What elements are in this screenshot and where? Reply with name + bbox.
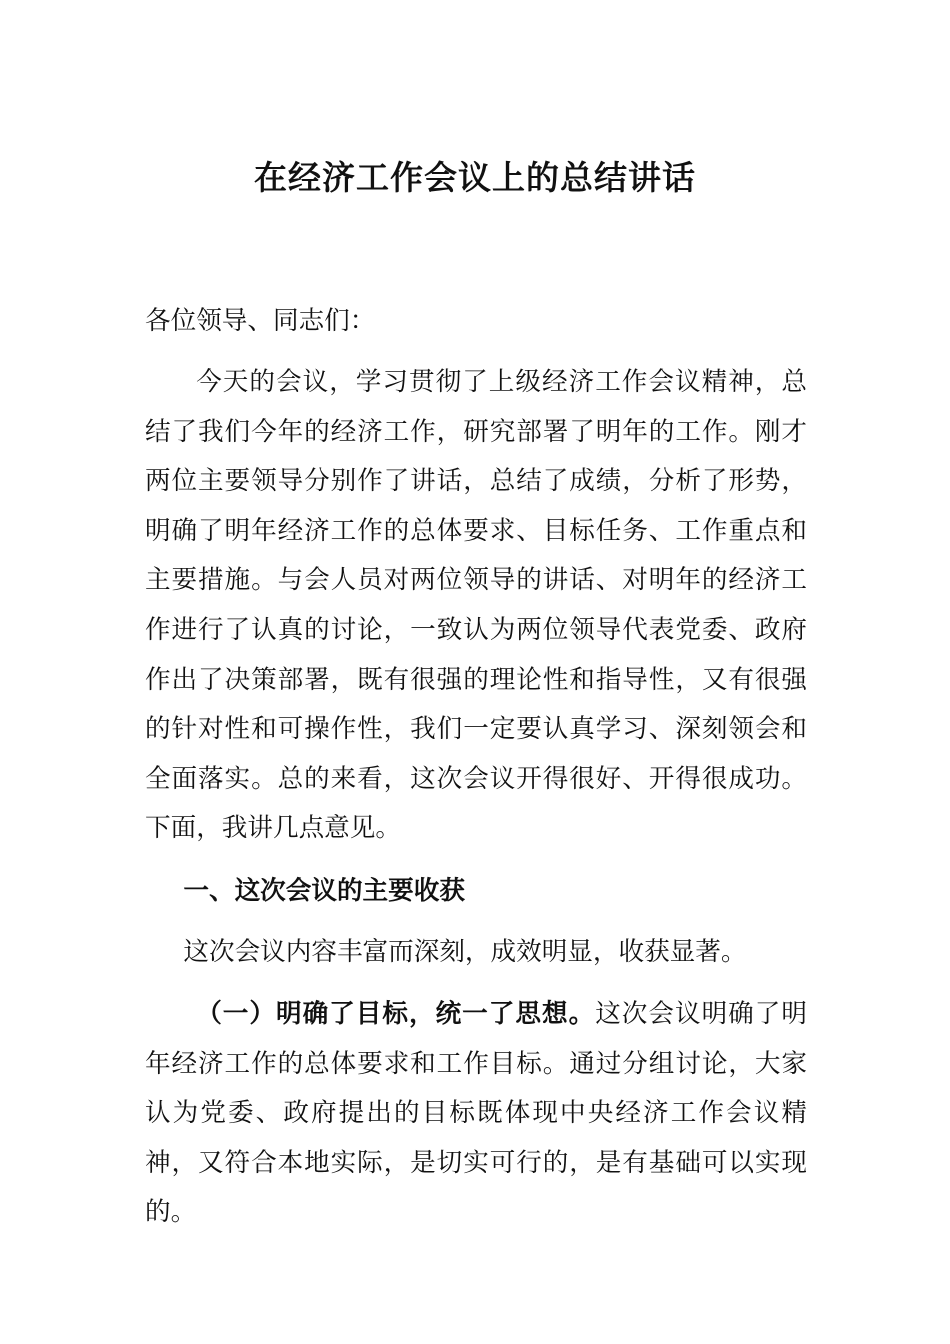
document-title: 在经济工作会议上的总结讲话 [254,158,696,197]
paragraph-goals-body: 这次会议明确了明年经济工作的总体要求和工作目标。通过分组讨论，大家认为党委、政府提出的目标既体现中央经济工作会议精神，又符合本地实际，是切实可行的，是有基础可以实现的。 [145,999,807,1228]
paragraph-summary: 这次会议内容丰富而深刻，成效明显，收获显著。 [183,937,747,967]
paragraph-intro: 今天的会议，学习贯彻了上级经济工作会议精神，总结了我们今年的经济工作，研究部署了明年的工作。刚才两位主要领导分别作了讲话，总结了成绩，分析了形势，明确了明年经济工作的总体要求、目标任务、工作重点和主要措施。与会人员对两位领导的讲话、对明年的经济工作进行了认真的讨论，一致认为两位领导代表党委、政府作出了决策部署，既有很强的理论性和指导性，又有很强的针对性和可操作性，我们一定要认真学习、深刻领会和全面落实。总的来看，这次会议开得很好、开得很成功。下面，我讲几点意见。 [145,367,807,844]
section-heading-1: 一、这次会议的主要收获 [183,876,465,906]
paragraph-goals [145,990,807,1238]
salutation: 各位领导、同志们： [145,306,376,336]
paragraph-goals-lead: （一）明确了目标，统一了思想。 [196,999,596,1029]
